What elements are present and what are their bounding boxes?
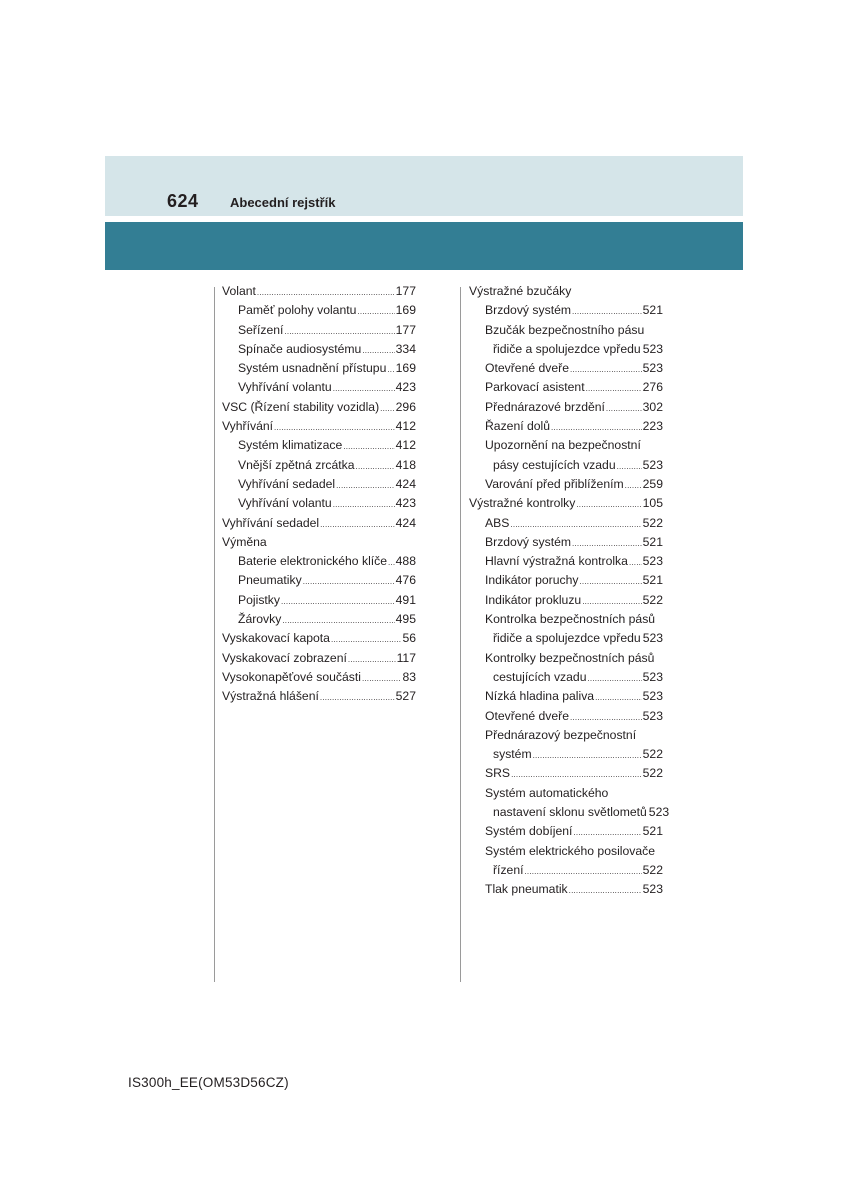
index-entry[interactable]	[222, 301, 416, 320]
index-entry[interactable]	[469, 707, 663, 726]
index-entry-page: 523	[642, 631, 664, 646]
dot-leader	[336, 476, 395, 495]
index-entry-page: 521	[642, 824, 663, 839]
dot-leader	[586, 379, 642, 398]
index-entry-page: 476	[395, 573, 416, 588]
dot-leader	[625, 476, 642, 495]
index-entry-page: 523	[642, 708, 663, 723]
dot-leader	[570, 360, 642, 379]
index-entry-label: Brzdový systém	[485, 303, 572, 318]
index-entry-label: Pojistky	[238, 592, 280, 607]
index-entry-page: 523	[642, 361, 663, 376]
index-entry-page: 296	[395, 399, 416, 414]
index-entry[interactable]	[469, 629, 663, 648]
dot-leader	[257, 283, 395, 302]
index-entry-label: nastavení sklonu světlometů	[493, 805, 647, 820]
index-entry[interactable]	[469, 359, 663, 378]
index-entry-page: 423	[395, 380, 416, 395]
index-entry-page: 522	[642, 862, 663, 877]
dot-leader	[303, 572, 395, 591]
index-entry-label: Brzdový systém	[485, 534, 572, 549]
index-entry-page: 521	[642, 303, 663, 318]
index-entry-page: 412	[395, 419, 416, 434]
index-entry-page: 521	[642, 534, 663, 549]
dot-leader	[362, 341, 394, 360]
index-entry-label: Vyhřívání	[222, 419, 274, 434]
dot-leader	[388, 553, 395, 572]
index-heading: Výstražné bzučáky	[469, 284, 572, 298]
index-entry-label: Systém klimatizace	[238, 438, 343, 453]
index-entry[interactable]	[469, 398, 663, 417]
index-entry-page: 521	[642, 573, 663, 588]
index-entry-page: 169	[395, 361, 416, 376]
index-heading: Upozornění na bezpečnostní	[485, 438, 641, 453]
index-entry-page: 117	[396, 650, 416, 665]
index-entry-label: Vyhřívání volantu	[238, 380, 332, 395]
index-entry[interactable]	[469, 552, 663, 571]
index-entry-label: Spínače audiosystému	[238, 341, 362, 356]
dot-leader	[281, 592, 395, 611]
index-column-left	[222, 282, 416, 707]
index-entry[interactable]	[222, 475, 416, 494]
index-entry-page: 177	[395, 284, 416, 298]
index-entry-page: 423	[395, 496, 416, 511]
index-entry-page: 523	[642, 882, 663, 897]
dot-leader	[569, 881, 642, 900]
index-entry[interactable]	[469, 475, 663, 494]
dot-leader	[533, 746, 642, 765]
index-entry[interactable]	[469, 822, 663, 841]
dot-leader	[617, 457, 642, 476]
dot-leader	[580, 572, 642, 591]
dot-leader	[572, 534, 642, 553]
index-entry-label: ABS	[485, 515, 510, 530]
dot-leader	[331, 630, 402, 649]
index-entry-label: Výstražná hlášení	[222, 689, 319, 704]
index-entry[interactable]	[469, 533, 663, 552]
index-entry-page: 259	[642, 476, 663, 491]
index-entry[interactable]	[469, 378, 663, 397]
dot-leader	[387, 360, 394, 379]
index-entry-label: Tlak pneumatik	[485, 882, 568, 897]
index-entry-page: 169	[395, 303, 416, 318]
index-entry[interactable]	[222, 687, 416, 706]
index-entry-label: cestujících vzadu	[493, 669, 587, 684]
index-entry-page: 276	[642, 380, 663, 395]
dot-leader	[357, 302, 394, 321]
index-column-right	[469, 282, 670, 900]
index-entry-label: Nízká hladina paliva	[485, 689, 595, 704]
index-entry-label: pásy cestujících vzadu	[493, 457, 616, 472]
index-entry-label: Vysokonapěťové součásti	[222, 669, 361, 684]
index-entry-page: 424	[395, 476, 416, 491]
index-entry[interactable]	[469, 417, 663, 436]
index-entry-page: 56	[402, 631, 416, 646]
index-entry[interactable]	[222, 571, 416, 590]
index-entry[interactable]	[222, 436, 416, 455]
page-number: 624	[167, 191, 199, 211]
index-entry-label: Varování před přiblížením	[485, 476, 624, 491]
section-title: Abecední rejstřík	[230, 195, 336, 210]
index-entry-page: 523	[642, 341, 664, 356]
index-entry[interactable]	[469, 456, 663, 475]
left-column-rule	[214, 287, 215, 982]
index-entry-page: 522	[642, 515, 663, 530]
index-heading: Kontrolka bezpečnostních pásů	[485, 612, 656, 627]
dot-leader	[572, 302, 642, 321]
dot-leader	[356, 457, 395, 476]
index-entry[interactable]	[469, 571, 663, 590]
index-entry-label: Parkovací asistent	[485, 380, 585, 395]
index-entry-label: Paměť polohy volantu	[238, 303, 357, 318]
index-entry-label: Hlavní výstražná kontrolka	[485, 554, 628, 569]
index-entry-label: Seřízení	[238, 322, 284, 337]
dot-leader	[587, 669, 641, 688]
index-entry[interactable]	[469, 687, 663, 706]
index-entry[interactable]	[469, 803, 670, 822]
index-entry[interactable]	[222, 282, 416, 301]
dot-leader	[320, 688, 395, 707]
index-entry[interactable]	[222, 494, 416, 513]
index-entry-page: 424	[395, 515, 416, 530]
index-entry-page: 83	[402, 669, 416, 684]
index-entry-page: 223	[642, 419, 663, 434]
index-entry-label: Indikátor poruchy	[485, 573, 579, 588]
index-entry-label: Přednárazové brzdění	[485, 399, 605, 414]
index-entry-label: Otevřené dveře	[485, 361, 570, 376]
index-entry-page: 522	[642, 747, 663, 762]
dot-leader	[343, 437, 394, 456]
index-entry-label: Volant	[222, 284, 256, 298]
index-entry-page: 334	[395, 341, 416, 356]
dot-leader	[629, 553, 642, 572]
index-entry-label: Řazení dolů	[485, 419, 551, 434]
dot-leader	[510, 515, 641, 534]
index-entry-page: 527	[395, 689, 416, 704]
index-entry-page: 488	[395, 554, 416, 569]
index-entry-page: 523	[642, 457, 663, 472]
index-entry-page: 302	[642, 399, 663, 414]
index-entry[interactable]	[469, 591, 663, 610]
index-entry[interactable]	[469, 301, 663, 320]
index-entry-label: Vyskakovací kapota	[222, 631, 330, 646]
index-heading: Kontrolky bezpečnostních pásů	[485, 650, 655, 665]
index-entry[interactable]	[469, 668, 663, 687]
dot-leader	[595, 688, 642, 707]
index-heading: Výměna	[222, 534, 267, 549]
dot-leader	[570, 708, 642, 727]
dot-leader	[573, 823, 641, 842]
index-entry-label: Žárovky	[238, 612, 282, 627]
index-entry[interactable]	[469, 764, 663, 783]
index-entry-page: 177	[395, 322, 416, 337]
dot-leader	[348, 650, 396, 669]
section-color-bar	[105, 222, 743, 270]
index-entry-page: 491	[395, 592, 416, 607]
index-entry-label: Vyskakovací zobrazení	[222, 650, 347, 665]
index-entry-page: 418	[395, 457, 416, 472]
index-entry[interactable]	[222, 552, 416, 571]
index-entry-label: Výstražné kontrolky	[469, 496, 576, 511]
index-entry-label: SRS	[485, 766, 511, 781]
right-column-rule	[460, 287, 461, 982]
index-entry-page: 523	[648, 805, 670, 820]
index-entry[interactable]	[222, 514, 416, 533]
index-entry-page: 105	[642, 496, 663, 511]
index-heading: Přednárazový bezpečnostní	[485, 727, 637, 742]
index-entry-label: řidiče a spolujezdce vpředu	[493, 631, 641, 646]
index-entry-page: 523	[642, 689, 663, 704]
index-entry-page: 522	[642, 766, 663, 781]
index-entry-label: Vnější zpětná zrcátka	[238, 457, 355, 472]
index-entry[interactable]	[469, 880, 663, 899]
dot-leader	[362, 669, 401, 688]
dot-leader	[582, 592, 641, 611]
index-entry-label: řidiče a spolujezdce vpředu	[493, 341, 641, 356]
index-entry-page: 523	[642, 554, 663, 569]
header-band	[105, 156, 743, 216]
index-entry-page: 522	[642, 592, 663, 607]
dot-leader	[333, 495, 395, 514]
dot-leader	[333, 379, 395, 398]
index-entry-label: Vyhřívání volantu	[238, 496, 332, 511]
footer-document-code: IS300h_EE(OM53D56CZ)	[128, 1075, 289, 1090]
index-entry[interactable]	[222, 456, 416, 475]
dot-leader	[511, 765, 642, 784]
index-entry-label: Systém usnadnění přístupu	[238, 361, 387, 376]
index-entry[interactable]	[469, 861, 663, 880]
index-entry[interactable]	[222, 649, 416, 668]
dot-leader	[282, 611, 394, 630]
dot-leader	[380, 399, 395, 418]
index-entry[interactable]	[222, 591, 416, 610]
index-entry[interactable]	[222, 321, 416, 340]
index-entry[interactable]	[469, 514, 663, 533]
index-entry-label: Vyhřívání sedadel	[222, 515, 320, 530]
index-entry[interactable]	[469, 340, 663, 359]
index-entry-label: Vyhřívání sedadel	[238, 476, 336, 491]
index-entry[interactable]	[222, 629, 416, 648]
dot-leader	[576, 495, 641, 514]
index-entry-page: 523	[642, 669, 663, 684]
index-entry-label: Pneumatiky	[238, 573, 302, 588]
dot-leader	[606, 399, 642, 418]
index-entry-page: 412	[395, 438, 416, 453]
dot-leader	[274, 418, 395, 437]
index-entry[interactable]	[222, 398, 416, 417]
index-entry[interactable]	[222, 610, 416, 629]
index-entry-label: Otevřené dveře	[485, 708, 570, 723]
index-entry[interactable]	[222, 417, 416, 436]
dot-leader	[551, 418, 642, 437]
index-entry[interactable]	[469, 494, 663, 513]
index-heading: Systém elektrického posilovače	[485, 843, 656, 858]
index-entry[interactable]	[222, 668, 416, 687]
dot-leader	[320, 515, 395, 534]
index-entry[interactable]	[222, 359, 416, 378]
index-entry[interactable]	[222, 378, 416, 397]
index-heading: Bzučák bezpečnostního pásu	[485, 322, 645, 337]
index-entry-label: systém	[493, 747, 532, 762]
index-entry[interactable]	[469, 745, 663, 764]
index-entry-label: VSC (Řízení stability vozidla)	[222, 399, 380, 414]
index-entry-page: 495	[395, 612, 416, 627]
index-entry-label: Systém dobíjení	[485, 824, 573, 839]
index-entry[interactable]	[222, 340, 416, 359]
index-entry-label: řízení	[493, 862, 524, 877]
dot-leader	[284, 322, 394, 341]
index-entry-label: Indikátor prokluzu	[485, 592, 582, 607]
index-heading: Systém automatického	[485, 785, 609, 800]
dot-leader	[524, 862, 641, 881]
index-entry-label: Baterie elektronického klíče	[238, 554, 388, 569]
